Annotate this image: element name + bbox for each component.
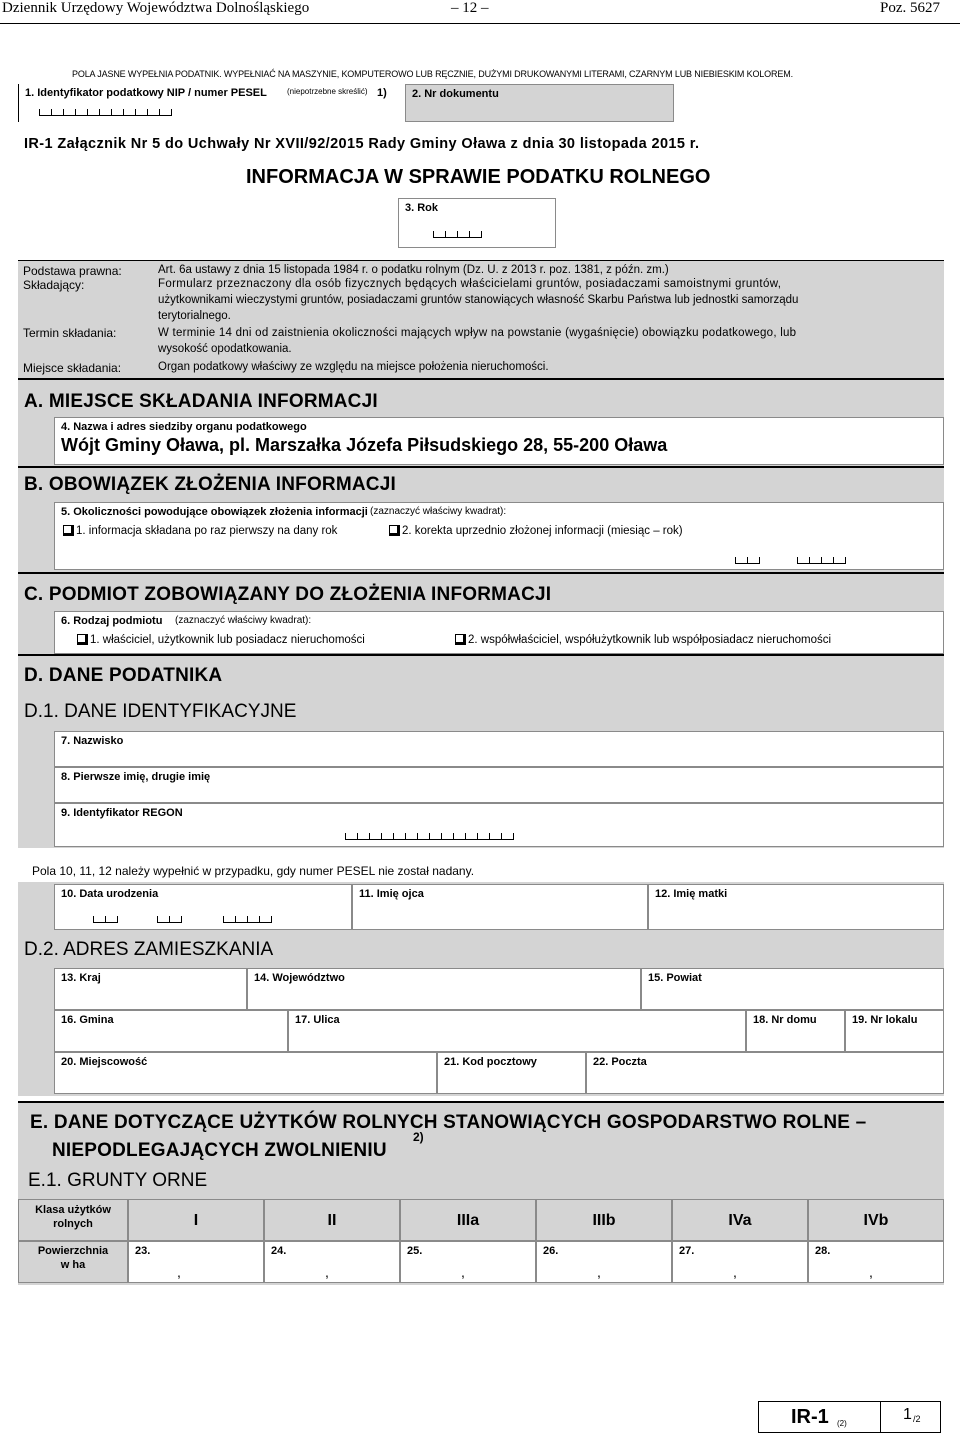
- section-c-title: C. PODMIOT ZOBOWIĄZANY DO ZŁOŻENIA INFORMACJI: [24, 584, 552, 605]
- voivodeship-label: 14. Województwo: [254, 972, 345, 984]
- form-id: IR-1: [791, 1406, 829, 1428]
- page-number: 1: [903, 1406, 912, 1423]
- nip-pesel-digit-boxes: [39, 109, 172, 116]
- decimal-comma: ,: [177, 1264, 181, 1280]
- class-header-cell: [18, 1199, 128, 1241]
- house-number-field[interactable]: [746, 1010, 845, 1052]
- attachment-line: IR-1 Załącznik Nr 5 do Uchwały Nr XVII/92/2015 Rady Gminy Oława z dnia 30 listopada 2015 r.: [24, 136, 700, 152]
- decimal-comma: ,: [733, 1264, 737, 1280]
- entity-type-hint: (zaznaczyć właściwy kwadrat):: [175, 615, 312, 626]
- class-cell: [264, 1199, 400, 1241]
- commune-label: 16. Gmina: [61, 1014, 114, 1026]
- apartment-number-label: 19. Nr lokalu: [852, 1014, 918, 1026]
- class-label: IVb: [863, 1212, 889, 1229]
- regon-field[interactable]: [54, 803, 944, 847]
- area-input-cell[interactable]: [536, 1241, 672, 1283]
- page-total: /2: [913, 1414, 921, 1424]
- place-label: Miejsce składania:: [23, 361, 122, 375]
- page-number-box: [881, 1401, 941, 1433]
- checkbox-icon: [77, 634, 88, 645]
- year-field[interactable]: [398, 198, 556, 248]
- class-header-label-2: rolnych: [53, 1218, 93, 1230]
- father-name-field[interactable]: [352, 884, 648, 930]
- mother-name-field[interactable]: [648, 884, 944, 930]
- section-e-title-2: NIEPODLEGAJĄCYCH ZWOLNIENIU: [52, 1140, 387, 1161]
- document-number-field: [405, 84, 674, 122]
- correction-month-boxes: [735, 557, 760, 564]
- option-correction-label: 2. korekta uprzednio złożonej informacji (miesiąc – rok): [402, 525, 683, 537]
- class-cell: [536, 1199, 672, 1241]
- area-input-cell[interactable]: [264, 1241, 400, 1283]
- section-b-title: B. OBOWIĄZEK ZŁOŻENIA INFORMACJI: [24, 474, 396, 495]
- area-field-number: 27.: [679, 1245, 695, 1257]
- checkbox-icon: [455, 634, 466, 645]
- class-cell: [128, 1199, 264, 1241]
- section-d-title: D. DANE PODATNIKA: [24, 665, 223, 686]
- surname-label: 7. Nazwisko: [61, 735, 124, 747]
- option-co-owner[interactable]: [455, 634, 831, 646]
- option-owner[interactable]: [77, 634, 365, 646]
- country-field[interactable]: [54, 968, 247, 1010]
- area-header-label-1: Powierzchnia: [37, 1245, 109, 1257]
- correction-year-boxes: [797, 557, 846, 564]
- birth-date-field[interactable]: [54, 884, 352, 930]
- country-label: 13. Kraj: [61, 972, 101, 984]
- section-d1-title: D.1. DANE IDENTYFIKACYJNE: [24, 701, 297, 722]
- year-digit-boxes: [433, 231, 482, 238]
- post-office-field[interactable]: [586, 1052, 944, 1094]
- birth-day-boxes: [93, 916, 118, 923]
- decimal-comma: ,: [461, 1264, 465, 1280]
- document-number-label: 2. Nr dokumentu: [412, 88, 499, 100]
- basis-text: Art. 6a ustawy z dnia 15 listopada 1984 r. o podatku rolnym (Dz. U. z 2013 r. poz. 1381, z późn. zm.): [158, 264, 669, 276]
- area-field-number: 25.: [407, 1245, 423, 1257]
- running-header-left: Dziennik Urzędowy Województwa Dolnośląskiego: [2, 0, 310, 16]
- option-first-filing-label: 1. informacja składana po raz pierwszy na dany rok: [76, 525, 338, 537]
- regon-label: 9. Identyfikator REGON: [61, 807, 183, 819]
- form-version: (2): [837, 1419, 847, 1428]
- fill-instructions: POLA JASNE WYPEŁNIA PODATNIK. WYPEŁNIAĆ NA MASZYNIE, KOMPUTEROWO LUB RĘCZNIE, DUŻYMI DRUKOWANYMI LITERAMI, CZARNYM LUB NIEBIESKIM KOLOREM.: [72, 69, 793, 79]
- decimal-comma: ,: [869, 1264, 873, 1280]
- nip-pesel-field[interactable]: [18, 84, 405, 122]
- mother-name-label: 12. Imię matki: [655, 888, 728, 900]
- apartment-number-field[interactable]: [845, 1010, 944, 1052]
- filer-text-2: użytkownikami wieczystymi gruntów, posiadaczami gruntów stanowiących własność Skarbu Państwa lub jednostki samorządu: [158, 294, 799, 306]
- regon-digit-boxes: [345, 833, 514, 840]
- circumstances-hint: (zaznaczyć właściwy kwadrat):: [370, 506, 507, 517]
- filer-text-3: terytorialnego.: [158, 310, 231, 322]
- class-header-label-1: Klasa użytków: [35, 1204, 111, 1216]
- post-office-label: 22. Poczta: [593, 1056, 647, 1068]
- commune-field[interactable]: [54, 1010, 288, 1052]
- basis-label: Podstawa prawna:: [23, 264, 122, 278]
- locality-label: 20. Miejscowość: [61, 1056, 148, 1068]
- year-label: 3. Rok: [405, 202, 439, 214]
- circumstances-field: [54, 502, 944, 570]
- class-label: IIIa: [456, 1212, 480, 1229]
- voivodeship-field[interactable]: [247, 968, 641, 1010]
- option-co-owner-label: 2. współwłaściciel, współużytkownik lub współposiadacz nieruchomości: [468, 634, 832, 646]
- area-field-number: 24.: [271, 1245, 287, 1257]
- circumstances-label: 5. Okoliczności powodujące obowiązek złożenia informacji: [61, 506, 368, 518]
- page-title: INFORMACJA W SPRAWIE PODATKU ROLNEGO: [246, 166, 711, 188]
- nip-pesel-note: (niepotrzebne skreślić): [287, 87, 368, 96]
- county-field[interactable]: [641, 968, 944, 1010]
- checkbox-icon: [63, 525, 74, 536]
- father-name-label: 11. Imię ojca: [359, 888, 424, 900]
- street-field[interactable]: [288, 1010, 746, 1052]
- section-e-title-ref: 2): [413, 1130, 424, 1144]
- nip-pesel-label: 1. Identyfikator podatkowy NIP / numer PESEL: [25, 87, 267, 99]
- first-names-label: 8. Pierwsze imię, drugie imię: [61, 771, 211, 783]
- filer-text-1: Formularz przeznaczony dla osób fizycznych będących właścicielami gruntów, posiadaczami samoistnymi gruntów,: [158, 278, 782, 290]
- pesel-note: Pola 10, 11, 12 należy wypełnić w przypadku, gdy numer PESEL nie został nadany.: [32, 864, 475, 878]
- section-d2-title: D.2. ADRES ZAMIESZKANIA: [24, 939, 274, 960]
- tax-office-field[interactable]: [54, 417, 944, 465]
- area-header-cell: [18, 1241, 128, 1283]
- locality-field[interactable]: [54, 1052, 437, 1094]
- area-field-number: 28.: [815, 1245, 831, 1257]
- entity-type-field: [54, 611, 944, 654]
- birth-date-label: 10. Data urodzenia: [61, 888, 159, 900]
- decimal-comma: ,: [597, 1264, 601, 1280]
- form-id-box: [758, 1401, 881, 1433]
- section-a-title: A. MIEJSCE SKŁADANIA INFORMACJI: [24, 391, 378, 412]
- deadline-text-2: wysokość opodatkowania.: [158, 343, 292, 355]
- place-text: Organ podatkowy właściwy ze względu na miejsce położenia nieruchomości.: [158, 361, 549, 373]
- class-cell: [672, 1199, 808, 1241]
- area-input-cell[interactable]: [808, 1241, 944, 1283]
- class-label: II: [327, 1212, 337, 1229]
- street-label: 17. Ulica: [295, 1014, 340, 1026]
- running-header-center: – 12 –: [451, 0, 489, 16]
- class-label: I: [193, 1212, 199, 1229]
- deadline-text-1: W terminie 14 dni od zaistnienia okoliczności mających wpływ na powstanie (wygaśnięcie) obowiązku podatkowego, lub: [158, 327, 797, 339]
- area-input-cell[interactable]: [400, 1241, 536, 1283]
- checkbox-icon: [389, 525, 400, 536]
- birth-month-boxes: [157, 916, 182, 923]
- area-input-cell[interactable]: [672, 1241, 808, 1283]
- postal-code-field[interactable]: [437, 1052, 586, 1094]
- class-cell: [400, 1199, 536, 1241]
- running-header-right: Poz. 5627: [880, 0, 940, 16]
- option-owner-label: 1. właściciel, użytkownik lub posiadacz nieruchomości: [90, 634, 365, 646]
- class-label: IVa: [728, 1212, 752, 1229]
- class-cell: [808, 1199, 944, 1241]
- header-rule: [0, 23, 960, 24]
- deadline-label: Termin składania:: [23, 326, 117, 340]
- area-header-label-2: w ha: [60, 1259, 86, 1271]
- class-label: IIIb: [592, 1212, 616, 1229]
- area-field-number: 26.: [543, 1245, 559, 1257]
- area-field-number: 23.: [135, 1245, 151, 1257]
- surname-field[interactable]: [54, 731, 944, 767]
- option-first-filing[interactable]: [63, 525, 337, 537]
- area-input-cell[interactable]: [128, 1241, 264, 1283]
- house-number-label: 18. Nr domu: [753, 1014, 817, 1026]
- tax-office-label: 4. Nazwa i adres siedziby organu podatkowego: [61, 421, 307, 433]
- section-e-title-1: E. DANE DOTYCZĄCE UŻYTKÓW ROLNYCH STANOWIĄCYCH GOSPODARSTWO ROLNE –: [30, 1112, 867, 1133]
- decimal-comma: ,: [325, 1264, 329, 1280]
- filer-label: Składający:: [23, 278, 85, 292]
- first-names-field[interactable]: [54, 767, 944, 803]
- birth-year-boxes: [223, 916, 272, 923]
- option-correction[interactable]: [389, 525, 683, 537]
- postal-code-label: 21. Kod pocztowy: [444, 1056, 537, 1068]
- entity-type-label: 6. Rodzaj podmiotu: [61, 615, 163, 627]
- tax-office-value: Wójt Gminy Oława, pl. Marszałka Józefa Piłsudskiego 28, 55-200 Oława: [61, 435, 668, 455]
- county-label: 15. Powiat: [648, 972, 702, 984]
- nip-pesel-ref: 1): [377, 87, 387, 99]
- section-e1-title: E.1. GRUNTY ORNE: [28, 1170, 208, 1191]
